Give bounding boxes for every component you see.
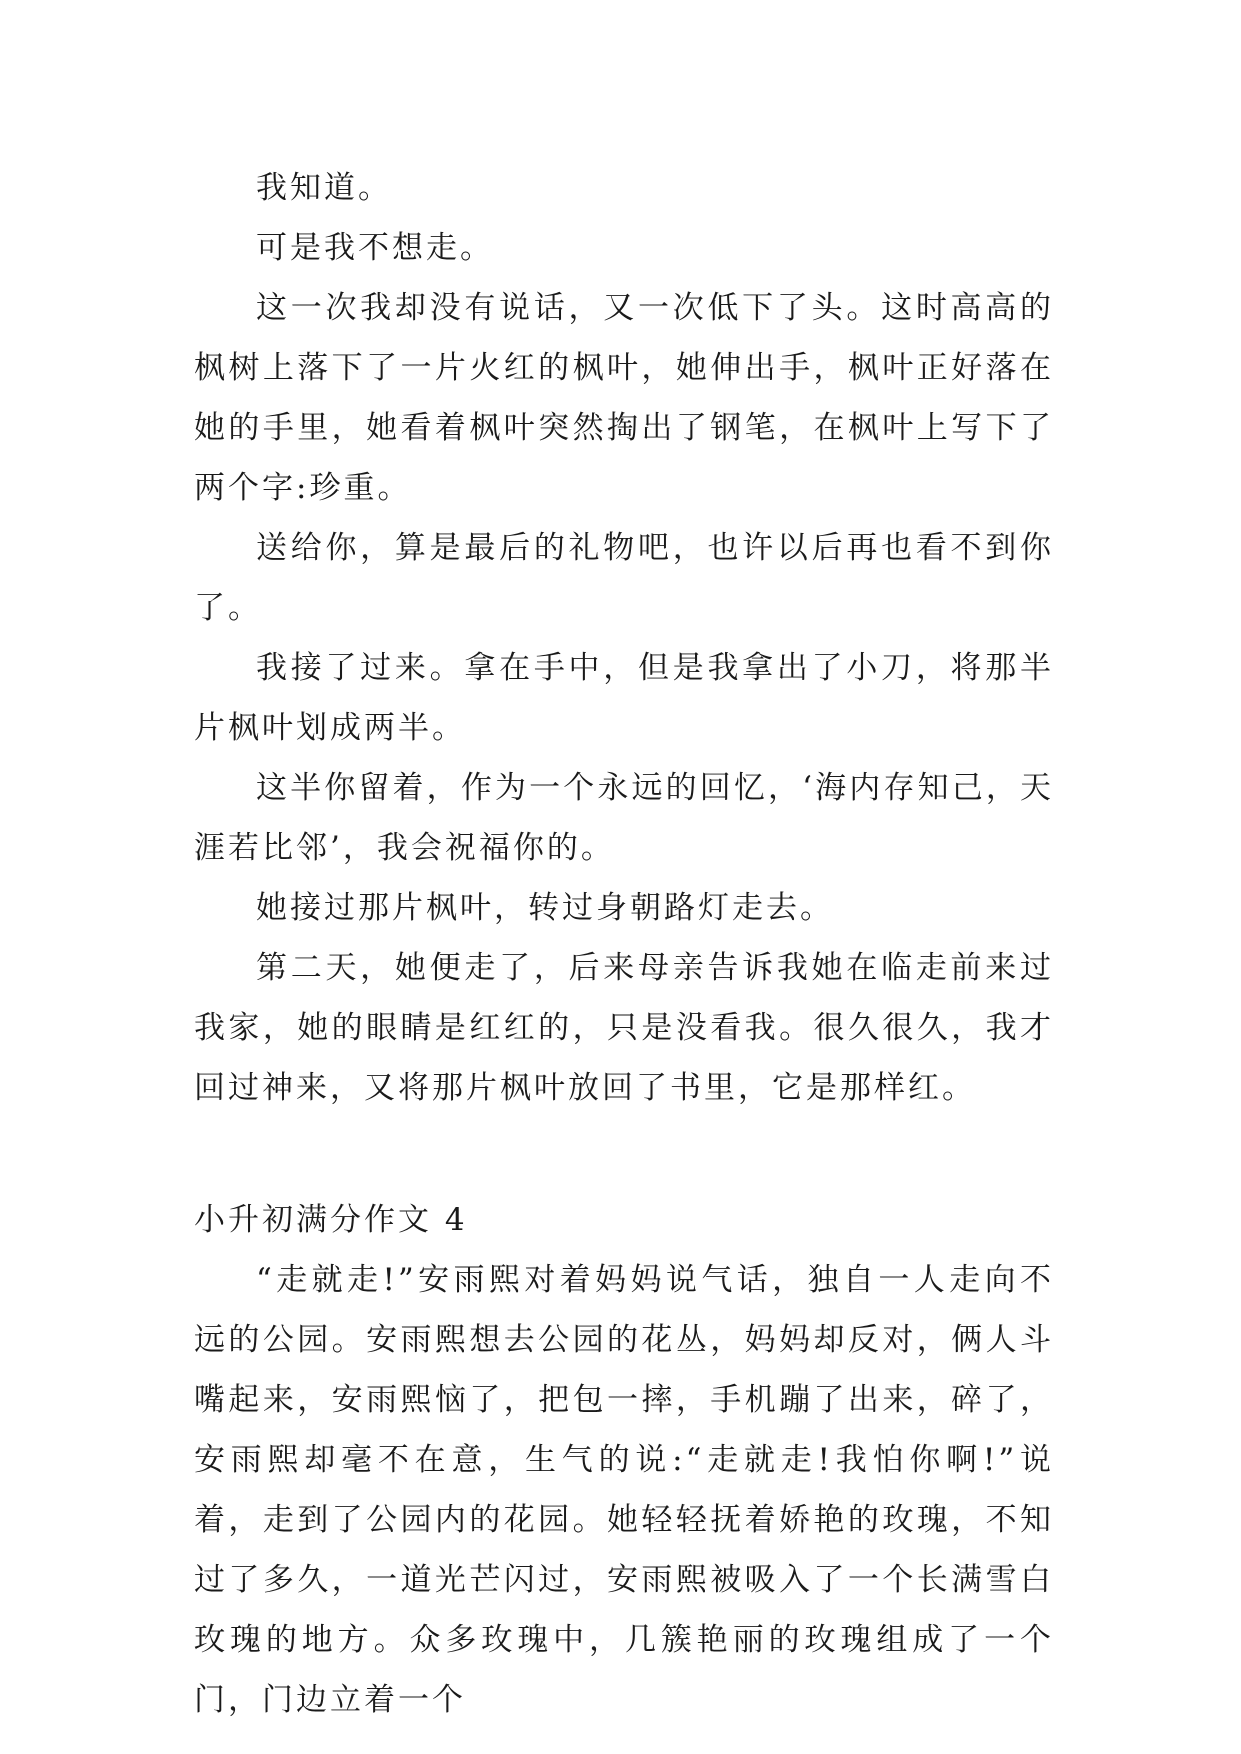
paragraph: 她接过那片枫叶，转过身朝路灯走去。 — [256, 890, 834, 926]
paragraph: 可是我不想走。 — [256, 230, 494, 266]
paragraph: 送给你，算是最后的礼物吧，也许以后再也看不到你了。 — [194, 530, 1054, 626]
section-heading: 小升初满分作文 4 — [194, 1202, 468, 1238]
paragraph: “走就走!”安雨熙对着妈妈说气话，独自一人走向不远的公园。安雨熙想去公园的花丛，妈妈却反对，俩人斗嘴起来，安雨熙恼了，把包一摔，手机蹦了出来，碎了，安雨熙却毫不在意，生气的说:“走就走!我怕你啊!”说着，走到了公园内的花园。她轻轻抚着娇艳的玫瑰，不知过了多久，一道光芒闪过，安雨熙被吸入了一个长满雪白玫瑰的地方。众多玫瑰中，几簇艳丽的玫瑰组成了一个门，门边立着一个 — [194, 1262, 1054, 1718]
paragraph: 这一次我却没有说话，又一次低下了头。这时高高的枫树上落下了一片火红的枫叶，她伸出手，枫叶正好落在她的手里，她看着枫叶突然掏出了钢笔，在枫叶上写下了两个字:珍重。 — [194, 290, 1054, 506]
paragraph: 第二天，她便走了，后来母亲告诉我她在临走前来过我家，她的眼睛是红红的，只是没看我。很久很久，我才回过神来，又将那片枫叶放回了书里，它是那样红。 — [194, 950, 1054, 1106]
section-spacer — [194, 1118, 1054, 1190]
document-body — [194, 158, 1054, 1730]
paragraph: 我接了过来。拿在手中，但是我拿出了小刀，将那半片枫叶划成两半。 — [194, 650, 1054, 746]
paragraph: 我知道。 — [256, 170, 392, 206]
paragraph: 这半你留着，作为一个永远的回忆，‘海内存知己，天涯若比邻’，我会祝福你的。 — [194, 770, 1054, 866]
